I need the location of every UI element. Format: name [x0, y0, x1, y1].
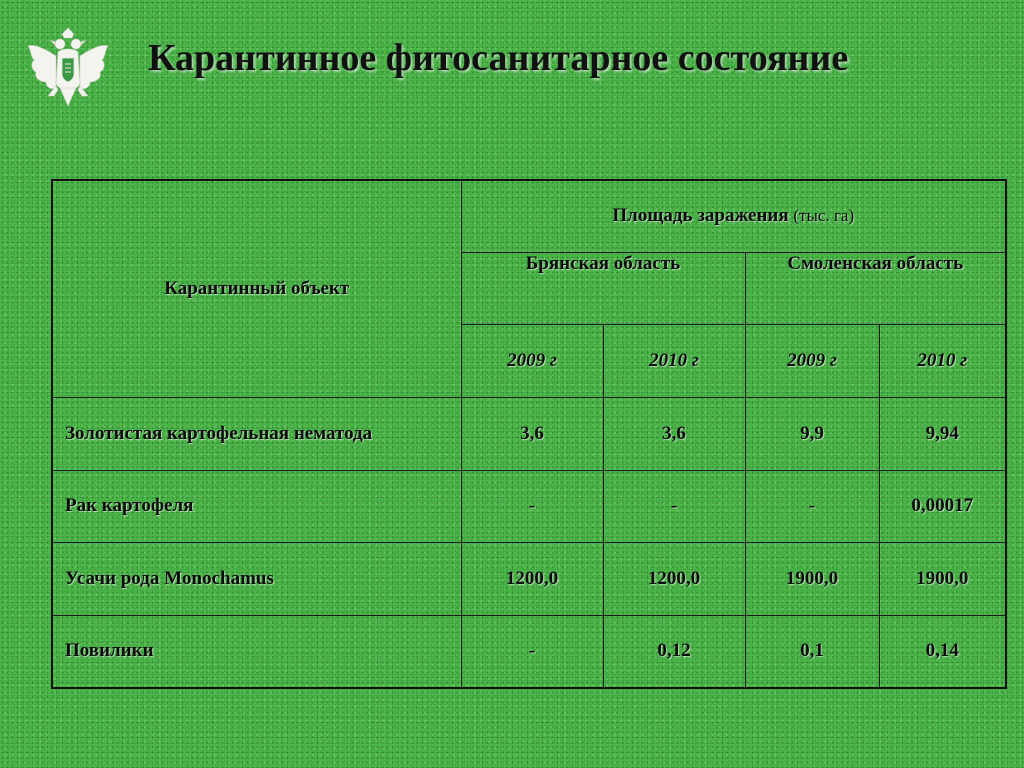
area-unit: (тыс. га)	[793, 206, 855, 225]
cell-value: 1900,0	[745, 542, 879, 615]
area-header	[461, 180, 1006, 252]
row-name: Золотистая картофельная нематода	[52, 397, 461, 470]
table-row	[52, 397, 1006, 470]
region-header-bryansk: Брянская область	[461, 252, 745, 324]
cell-value: 3,6	[461, 397, 603, 470]
year-header: 2009 г	[745, 324, 879, 397]
table-row	[52, 615, 1006, 688]
cell-value: -	[461, 470, 603, 542]
year-header: 2010 г	[879, 324, 1006, 397]
row-name: Усачи рода Monochamus	[52, 542, 461, 615]
row-name: Повилики	[52, 615, 461, 688]
cell-value: 0,12	[603, 615, 745, 688]
cell-value: 9,9	[745, 397, 879, 470]
table-header-row	[52, 180, 1006, 252]
double-headed-eagle-icon	[26, 26, 110, 112]
region-header-smolensk: Смоленская область	[745, 252, 1006, 324]
cell-value: -	[603, 470, 745, 542]
cell-value: 3,6	[603, 397, 745, 470]
cell-value: 0,1	[745, 615, 879, 688]
page-title: Карантинное фитосанитарное состояние	[148, 37, 849, 79]
quarantine-table	[51, 179, 1007, 689]
cell-value: 1200,0	[603, 542, 745, 615]
object-header-label: Карантинный объект	[164, 277, 350, 299]
area-header-label: Площадь заражения	[612, 205, 789, 226]
year-header: 2010 г	[603, 324, 745, 397]
cell-value: 0,14	[879, 615, 1006, 688]
cell-value: 0,00017	[879, 470, 1006, 542]
cell-value: -	[745, 470, 879, 542]
row-name: Рак картофеля	[52, 470, 461, 542]
cell-value: 9,94	[879, 397, 1006, 470]
table-row	[52, 542, 1006, 615]
cell-value: 1900,0	[879, 542, 1006, 615]
table-row	[52, 470, 1006, 542]
cell-value: -	[461, 615, 603, 688]
object-column-header	[52, 180, 461, 397]
cell-value: 1200,0	[461, 542, 603, 615]
year-header: 2009 г	[461, 324, 603, 397]
